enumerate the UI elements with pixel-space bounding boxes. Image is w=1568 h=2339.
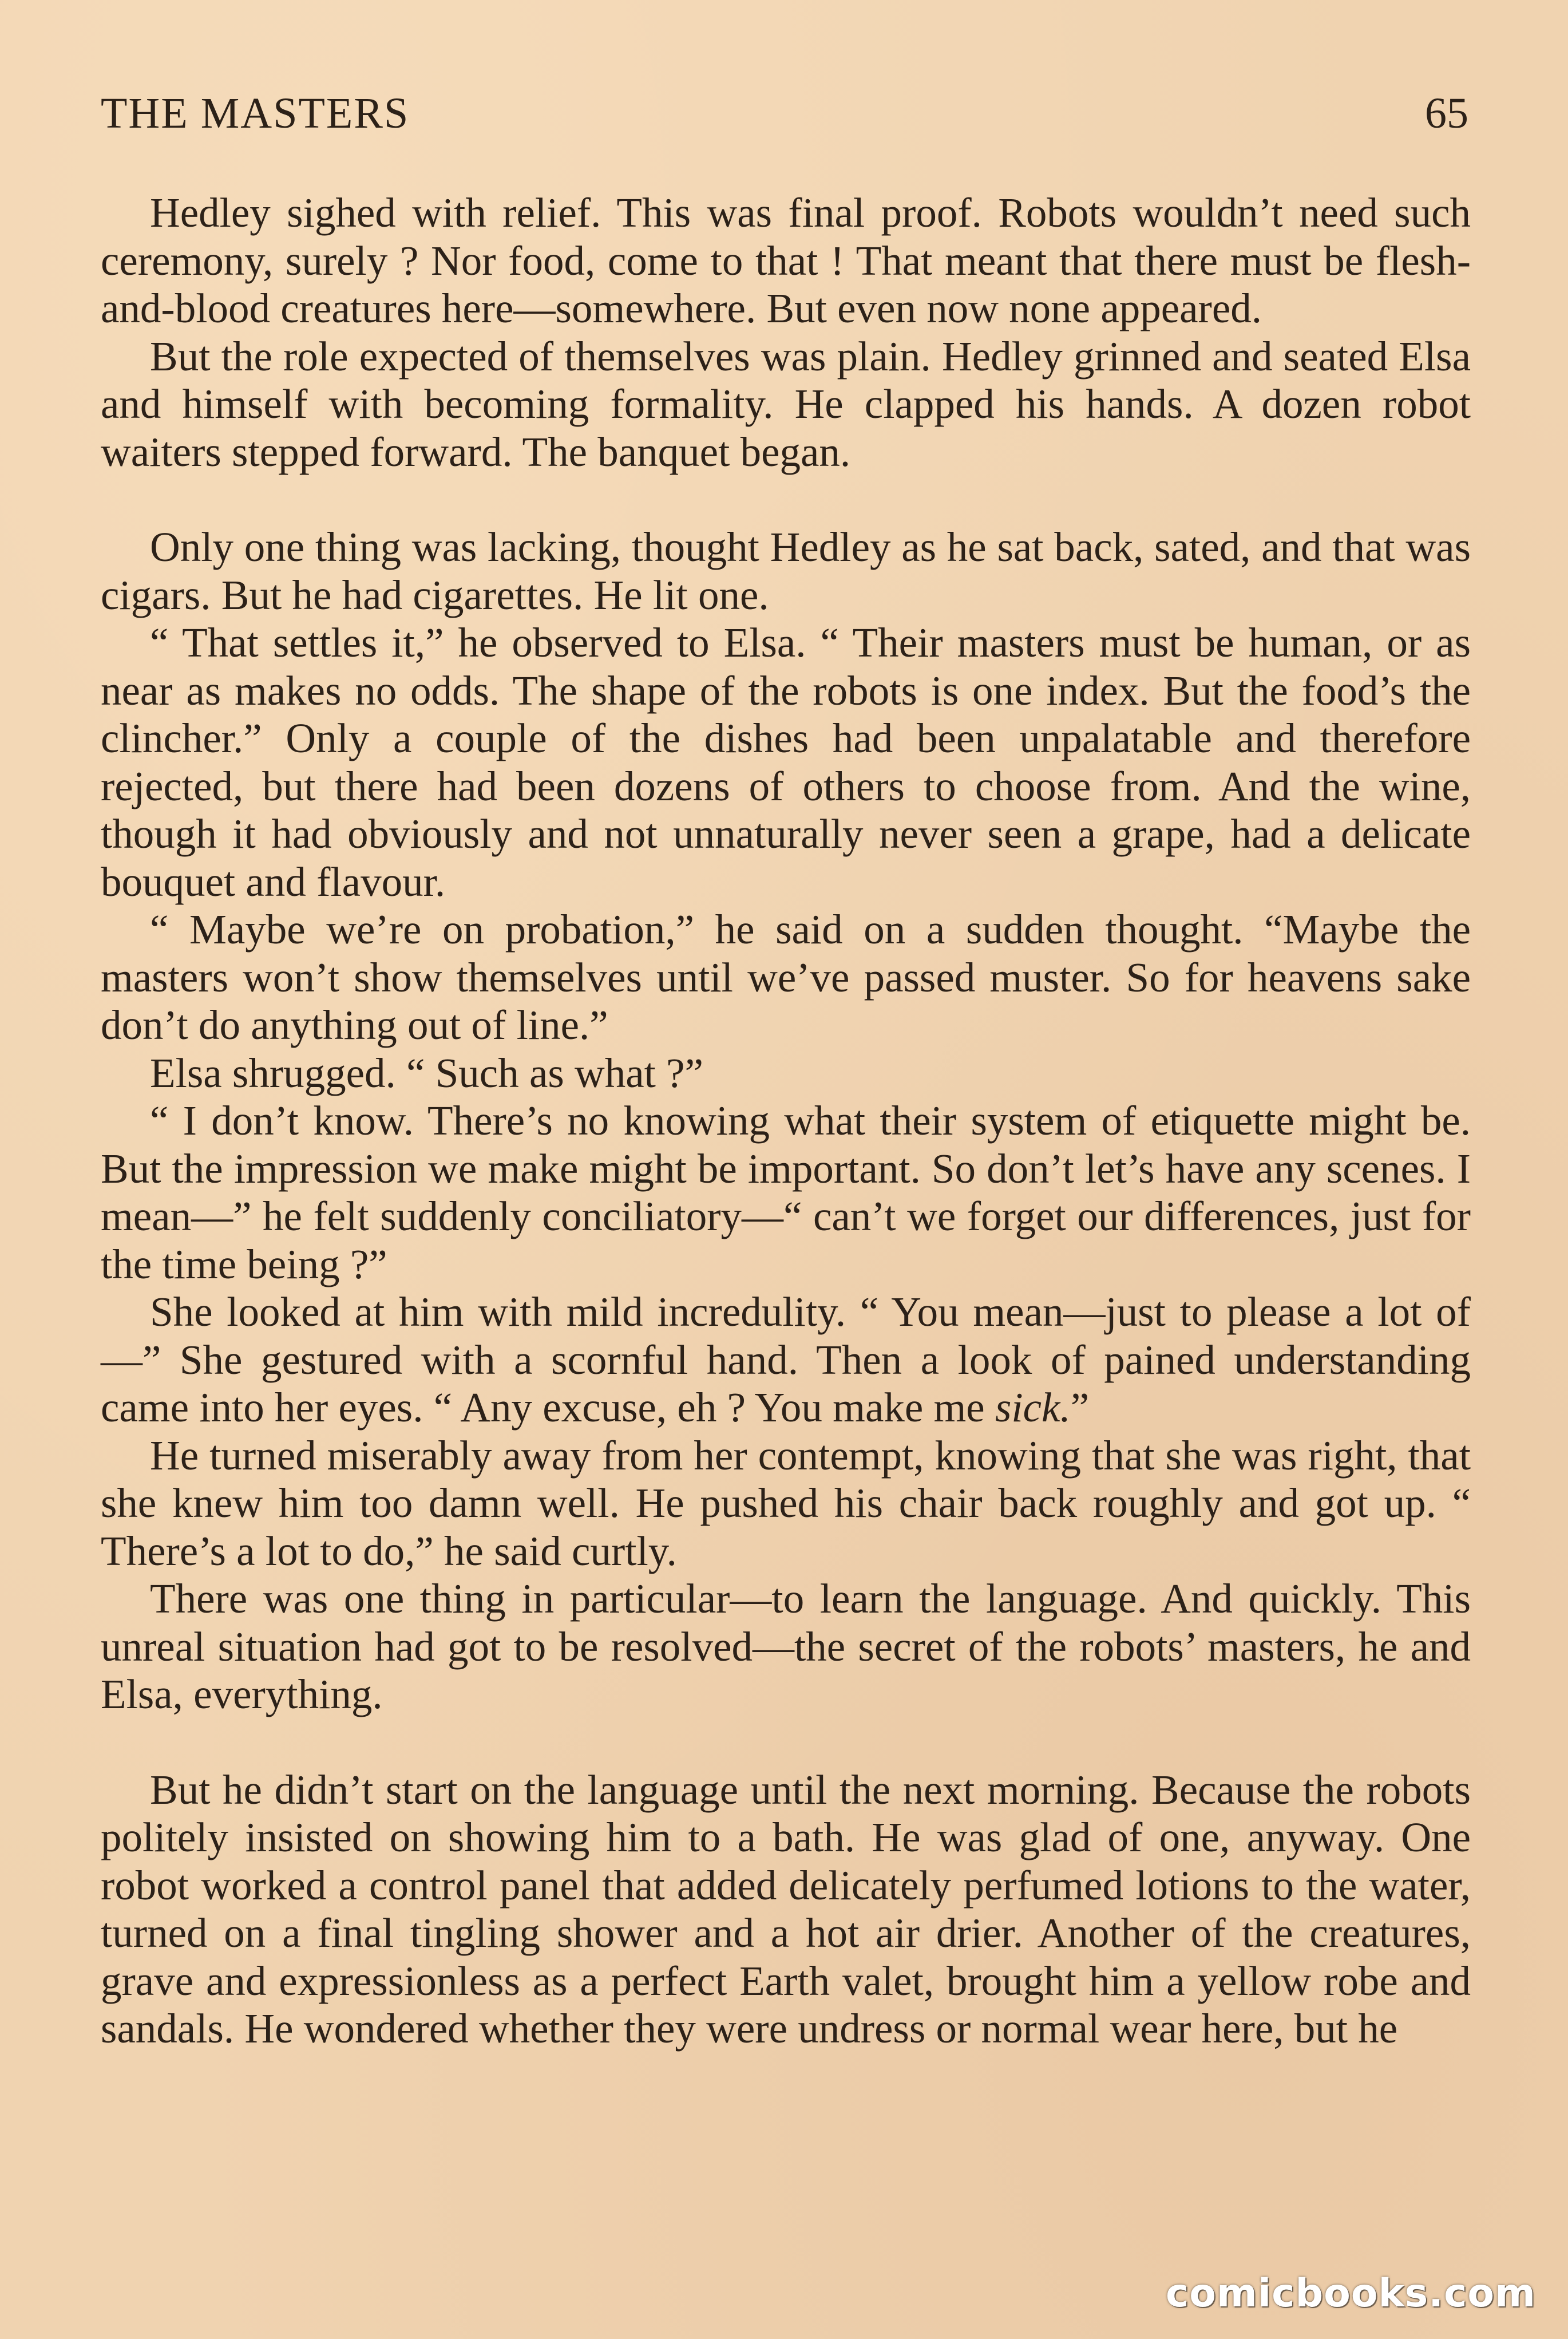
paragraph: She looked at him with mild incredulity. “ You mean—just to please a lot of—” She gestured with a scornful hand. Then a look of pained understanding came into her eyes. “ Any excuse, eh ? You make me sick.” xyxy=(101,1289,1471,1431)
paragraph: “ Maybe we’re on probation,” he said on a sudden thought. “Maybe the masters won’t show themselves until we’ve passed muster. So for heavens sake don’t do anything out of line.” xyxy=(101,906,1471,1048)
paragraph: “ That settles it,” he observed to Elsa. “ Their masters must be human, or as near as makes no odds. The shape of the robots is one index. But the food’s the clincher.” Only a couple of the dishes had been unpalatable and therefore rejected, but there had been dozens of others to choose from. And the wine, though it had obviously and not unnaturally never seen a grape, had a delicate bouquet and flavour. xyxy=(101,619,1471,905)
paragraph: He turned miserably away from her contempt, knowing that she was right, that she knew him too damn well. He pushed his chair back roughly and got up. “ There’s a lot to do,” he said curtly. xyxy=(101,1432,1471,1574)
paragraph: There was one thing in particular—to learn the language. And quickly. This unreal situation had got to be resolved—the secret of the robots’ masters, he and Elsa, everything. xyxy=(101,1575,1471,1717)
paragraph: But the role expected of themselves was plain. Hedley grinned and seated Elsa and himself with becoming formality. He clapped his hands. A dozen robot waiters stepped forward. The banquet began. xyxy=(101,333,1471,475)
running-title: THE MASTERS xyxy=(101,89,410,137)
paragraph: Elsa shrugged. “ Such as what ?” xyxy=(150,1049,703,1096)
page-number: 65 xyxy=(1425,89,1468,137)
body-text xyxy=(101,189,1471,2053)
paragraph: “ I don’t know. There’s no knowing what their system of etiquette might be. But the impression we make might be important. So don’t let’s have any scenes. I mean—” he felt suddenly conciliatory—“ can’t we forget our differences, just for the time being ?” xyxy=(101,1097,1471,1287)
paragraph: Hedley sighed with relief. This was final proof. Robots wouldn’t need such ceremony, surely ? Nor food, come to that ! That meant that there must be flesh-and-blood creatures here—somewhere. But even now none appeared. xyxy=(101,189,1471,331)
paragraph: Only one thing was lacking, thought Hedley as he sat back, sated, and that was cigars. But he had cigarettes. He lit one. xyxy=(101,524,1471,618)
paragraph: But he didn’t start on the language until the next morning. Because the robots politely insisted on showing him to a bath. He was glad of one, anyway. One robot worked a control panel that added delicately perfumed lotions to the water, turned on a final tingling shower and a hot air drier. Another of the creatures, grave and expressionless as a perfect Earth valet, brought him a yellow robe and sandals. He wondered whether they were undress or normal wear here, but he xyxy=(101,1766,1471,2052)
emphasis: sick. xyxy=(995,1384,1071,1431)
watermark: comicbooks.com xyxy=(1165,2271,1536,2316)
page-header xyxy=(101,86,1468,149)
